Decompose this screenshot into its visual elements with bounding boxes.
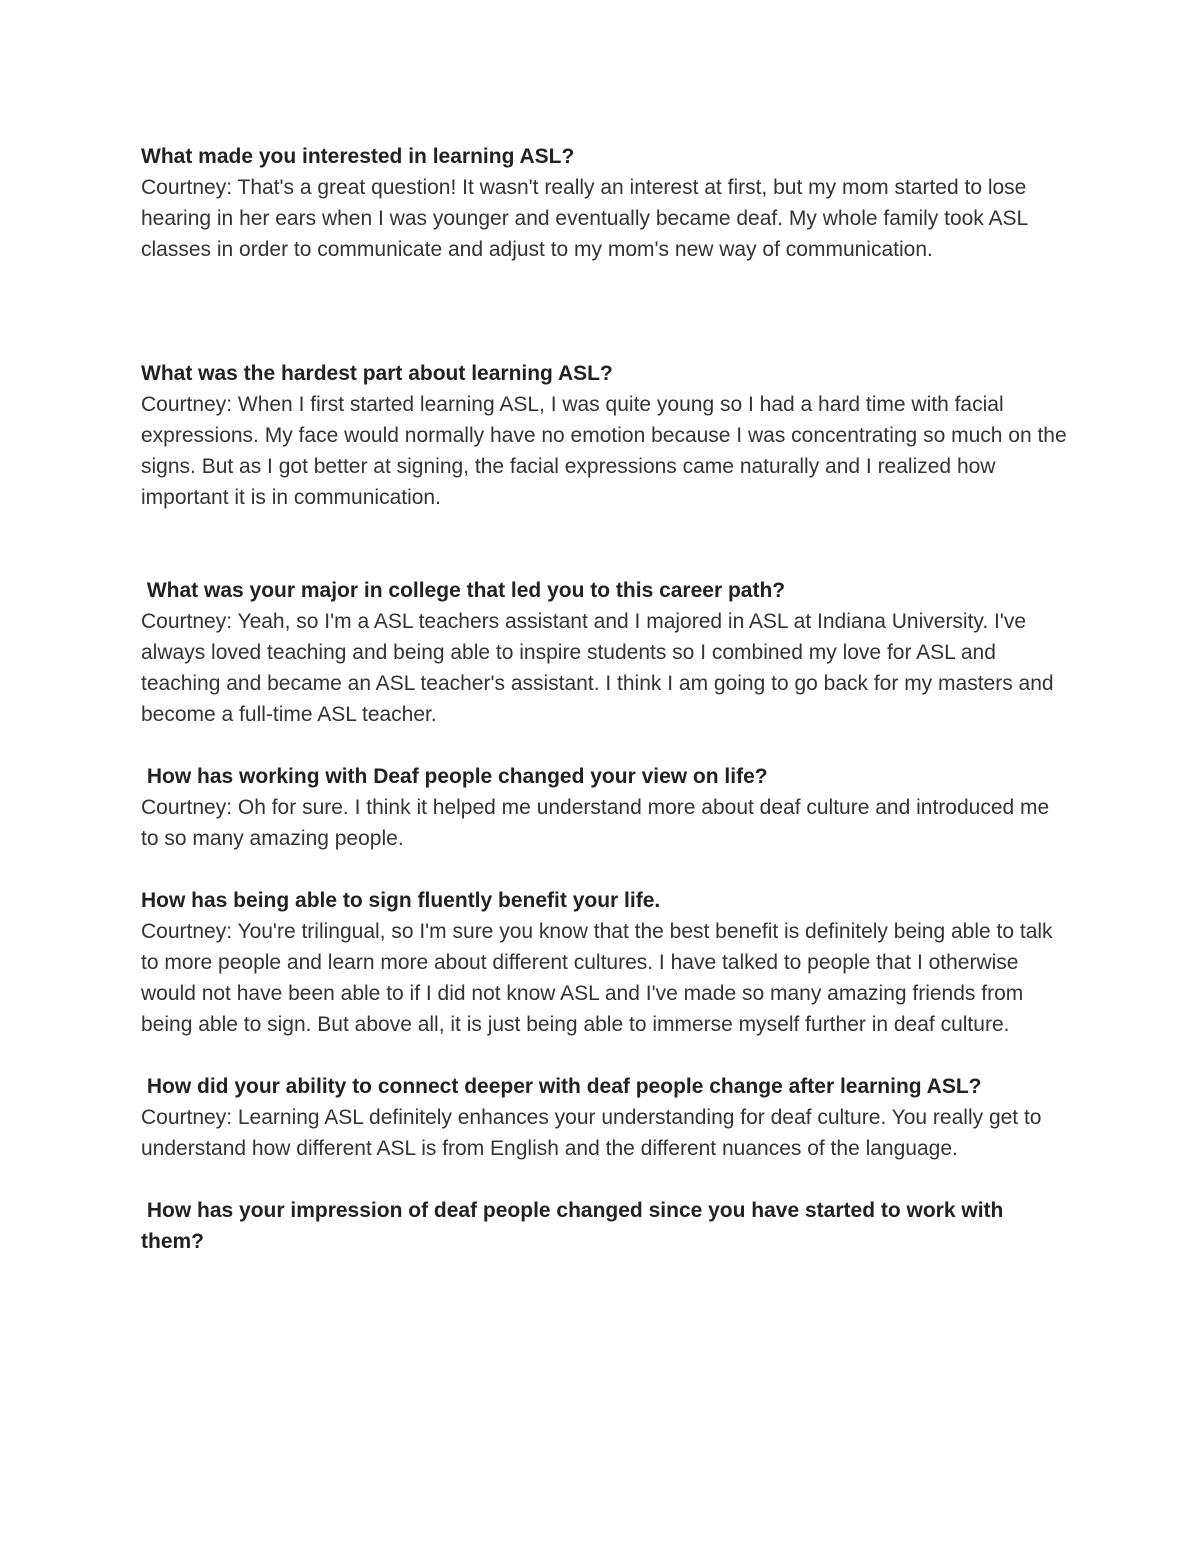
answer-paragraph: Courtney: Yeah, so I'm a ASL teachers assistant and I majored in ASL at Indiana University. I've always loved teaching and being able to inspire students so I combined my love for ASL and teaching and became an ASL teacher's assistant. I think I am going to go back for my masters and become a full-time ASL teacher.: [141, 610, 1054, 726]
spacer: [141, 1040, 1071, 1071]
qa-block-4: [141, 761, 1071, 854]
question-heading: How has working with Deaf people changed your view on life?: [141, 765, 768, 788]
document-page: [141, 141, 1071, 1257]
qa-block-3: [141, 575, 1071, 730]
spacer: [141, 265, 1071, 358]
spacer: [141, 1164, 1071, 1195]
answer-paragraph: Courtney: That's a great question! It wasn't really an interest at first, but my mom started to lose hearing in her ears when I was younger and eventually became deaf. My whole family took ASL classes in order to communicate and adjust to my mom's new way of communication.: [141, 176, 1028, 261]
qa-block-6: [141, 1071, 1071, 1164]
spacer: [141, 513, 1071, 575]
spacer: [141, 854, 1071, 885]
qa-block-5: [141, 885, 1071, 1040]
answer-paragraph: Courtney: Oh for sure. I think it helped me understand more about deaf culture and introduced me to so many amazing people.: [141, 796, 1050, 850]
answer-paragraph: Courtney: When I first started learning ASL, I was quite young so I had a hard time with facial expressions. My face would normally have no emotion because I was concentrating so much on the signs. But as I got better at signing, the facial expressions came naturally and I realized how important it is in communication.: [141, 393, 1067, 509]
question-heading: How has your impression of deaf people changed since you have started to work with them?: [141, 1199, 1010, 1253]
qa-block-7: [141, 1195, 1071, 1257]
spacer: [141, 730, 1071, 761]
qa-block-1: [141, 141, 1071, 265]
question-heading: How did your ability to connect deeper with deaf people change after learning ASL?: [141, 1075, 982, 1098]
question-heading: What was the hardest part about learning ASL?: [141, 362, 613, 385]
question-heading: How has being able to sign fluently benefit your life.: [141, 889, 661, 912]
qa-block-2: [141, 358, 1071, 513]
question-heading: What was your major in college that led you to this career path?: [141, 579, 786, 602]
question-heading: What made you interested in learning ASL?: [141, 145, 575, 168]
answer-paragraph: Courtney: You're trilingual, so I'm sure you know that the best benefit is definitely being able to talk to more people and learn more about different cultures. I have talked to people that I otherwise would not have been able to if I did not know ASL and I've made so many amazing friends from being able to sign. But above all, it is just being able to immerse myself further in deaf culture.: [141, 920, 1053, 1036]
answer-paragraph: Courtney: Learning ASL definitely enhances your understanding for deaf culture. You really get to understand how different ASL is from English and the different nuances of the language.: [141, 1106, 1042, 1160]
